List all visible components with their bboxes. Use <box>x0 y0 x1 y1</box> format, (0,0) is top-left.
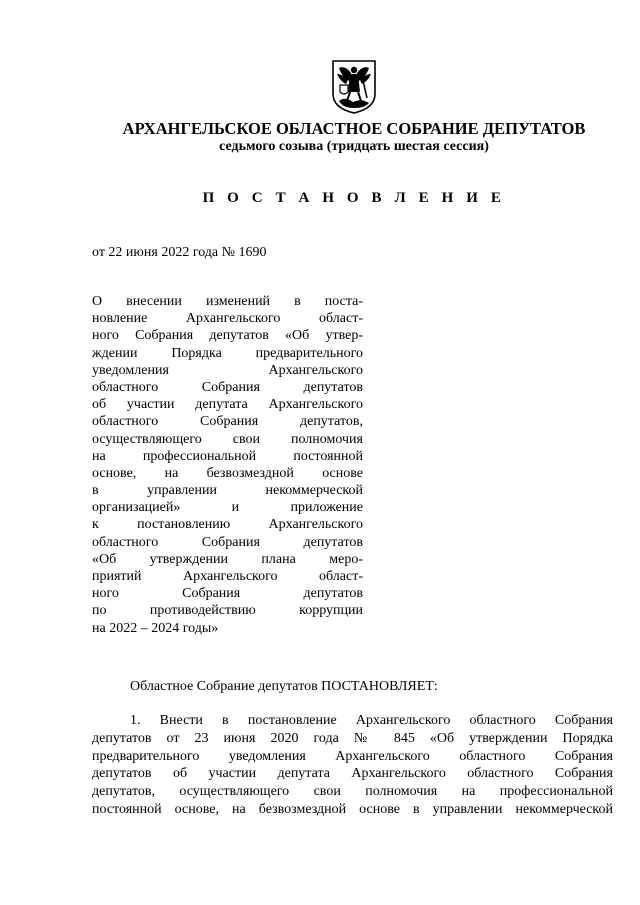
subject-line: осуществляющего свои полномочия <box>92 431 363 447</box>
subject-line: основе, на безвозмездной основе <box>92 465 363 481</box>
paragraph-line: депутатов, осуществляющего свои полномочия на профессиональной <box>92 784 613 800</box>
subject-line: уведомления Архангельского <box>92 362 363 378</box>
paragraph-line: депутатов об участии депутата Архангельского областного Собрания <box>92 766 613 782</box>
resolution-preamble: Областное Собрание депутатов ПОСТАНОВЛЯЕТ: <box>130 679 438 694</box>
subject-line: на 2022 – 2024 годы» <box>92 620 219 636</box>
subject-line: ного Собрания депутатов «Об утвер- <box>92 328 363 344</box>
subject-line: областного Собрания депутатов <box>92 534 363 550</box>
subject-line: по противодействию коррупции <box>92 603 363 619</box>
subject-line: ждении Порядка предварительного <box>92 345 363 361</box>
subject-line: О внесении изменений в поста- <box>92 294 363 309</box>
organization-title: АРХАНГЕЛЬСКОЕ ОБЛАСТНОЕ СОБРАНИЕ ДЕПУТАТОВ <box>122 119 586 138</box>
paragraph-line: 1. Внести в постановление Архангельского областного Собрания <box>130 713 613 728</box>
document-subject <box>92 293 363 637</box>
subject-line: новление Архангельского област- <box>92 311 363 327</box>
document-date-number: от 22 июня 2022 года № 1690 <box>92 245 267 260</box>
paragraph-line: предварительного уведомления Архангельского областного Собрания <box>92 748 613 764</box>
paragraph-line: постоянной основе, на безвозмездной основе в управлении некоммерческой <box>92 801 613 817</box>
convocation-subtitle: седьмого созыва (тридцать шестая сессия) <box>219 139 489 154</box>
document-type-heading: П О С Т А Н О В Л Е Н И Е <box>202 190 506 206</box>
subject-line: об участии депутата Архангельского <box>92 397 363 413</box>
arkhangelsk-coat-of-arms-icon <box>331 60 377 114</box>
subject-line: на профессиональной постоянной <box>92 448 363 464</box>
paragraph-1 <box>92 712 613 819</box>
subject-line: «Об утверждении плана меро- <box>92 551 363 567</box>
paragraph-line: депутатов от 23 июня 2020 года № 845 «Об утверждении Порядка <box>92 730 613 746</box>
subject-line: областного Собрания депутатов <box>92 379 363 395</box>
subject-line: приятий Архангельского област- <box>92 569 363 584</box>
subject-line: к постановлению Архангельского <box>92 517 363 533</box>
subject-line: в управлении некоммерческой <box>92 483 363 499</box>
subject-line: областного Собрания депутатов, <box>92 414 363 430</box>
subject-line: организацией» и приложение <box>92 500 363 516</box>
subject-line: ного Собрания депутатов <box>92 586 363 602</box>
